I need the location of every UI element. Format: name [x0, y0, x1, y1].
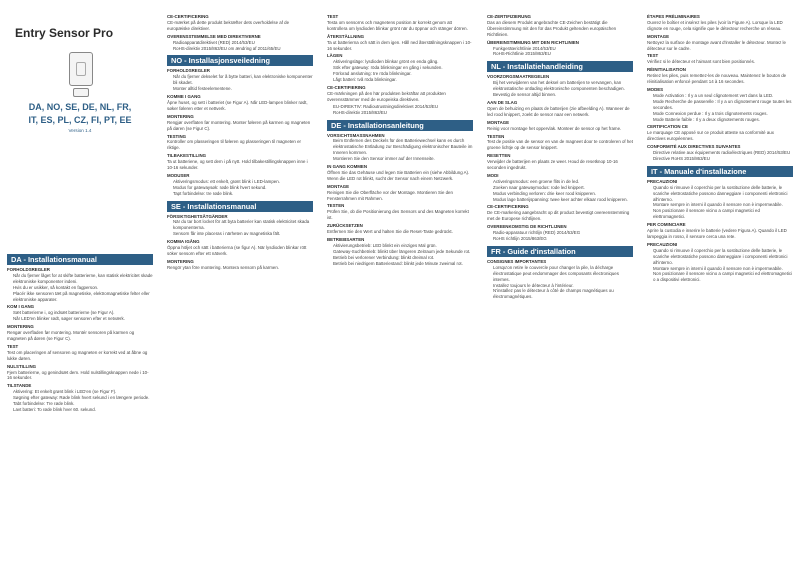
list-item: • Zoeken naar gatewaymodus: rode led knippert.: [493, 185, 633, 191]
paragraph: Reinig voor montage het oppervlak. Monteer de sensor op het frame.: [487, 125, 622, 131]
list-item: • Montieren Sie den Sensor immer auf der Innenseite.: [333, 156, 473, 162]
paragraph: Test om placeringen af sensoren og magneten er korrekt ved at åbne og lukke døren.: [7, 349, 148, 361]
paragraph: Fjern batterierne, og genindsæt dem. Hold nulstillingsknappen nede i 10-16 sekunder.: [7, 369, 149, 381]
subsection-title: MONTERING: [167, 258, 194, 264]
subsection-title: CONSIGNES IMPORTANTES: [487, 258, 547, 264]
subsection-title: KOMME I GANG: [167, 94, 201, 100]
list-item: • Quando si rimuove il coperchio per la sostituzione delle batterie, le scariche elettrostatiche possono danneggiare i componenti elettronici all'interno.: [653, 248, 793, 266]
magnet-illustration: [73, 88, 89, 97]
section-heading-da: DA - Installationsmanual: [7, 254, 153, 265]
subsection-title: CE-CERTIFICERING: [487, 204, 529, 210]
column-2: [167, 0, 313, 567]
paragraph: Vérifiez si le détecteur et l'aimant sont bien positionnés.: [647, 59, 755, 65]
section-heading-nl: NL - Installatiehandleiding: [487, 61, 633, 72]
paragraph: Rengör ytan före montering. Montera sensorn på karmen.: [167, 264, 280, 270]
list-item: • Non posizionare il sensore vicino a campi magnetici ed elettromagnetici.: [653, 208, 793, 220]
subsection-title: MONTAGE: [327, 183, 350, 189]
column-3: [327, 0, 473, 567]
list-item: • Activeringsmodus: een groene flits in de led.: [493, 179, 633, 185]
paragraph: Test de positie van de sensor en van de magneet door te controleren of het groene lichtje op de sensor knippert.: [487, 139, 633, 151]
subsection-title: TESTING: [167, 133, 187, 139]
list-item: • Mode Batterie faible : Il y a deux clignotements rouges.: [653, 117, 793, 123]
list-item: • RoHS-Richtlinie 2015/863/EU: [493, 51, 633, 57]
list-item: • När du tar bort locket för att byta batterier kan statisk elektricitet skada komponenterna.: [173, 219, 313, 231]
subsection-title: RÉINITIALISATION: [647, 67, 686, 73]
paragraph: CE-märkningen på den här produkten bekräftar att produkten överensstämmer med de europeiska direktiven.: [327, 90, 446, 102]
list-item: • Bevestig de sensor altijd binnen.: [493, 92, 633, 98]
list-item: • RoHS-direktiv 2015/863/EU: [333, 110, 473, 116]
list-item: • Montare sempre in interni il quando il sensore non è impermeabile.: [653, 266, 793, 272]
list-item: • Tapt forbindelse: tre røde blink.: [173, 191, 313, 197]
column-4: [487, 0, 633, 567]
paragraph: Åpne huset, og sett i batteriet (se Figur A). Når LED-lampen blinker rødt, søker føleren etter et nettverk.: [167, 99, 308, 111]
column-1: [7, 0, 153, 567]
subsection-title: MONTERING: [167, 113, 194, 119]
subsection-title: ÉTAPES PRÉLIMINAIRES: [647, 14, 700, 19]
subsection-title: TEST: [327, 14, 339, 19]
list-item: • Aktiveringsläge: lysdioden blinkar grönt en enda gång.: [333, 59, 473, 65]
list-item: • Aktiveringsmodus: ett enkelt, grønt blink i LED-lampen.: [173, 179, 313, 185]
subsection-title: VORSICHTSMASSNAHMEN: [327, 132, 385, 138]
list-item: • Radio-apparatuur richtlijn (RED) 2014/53/EG: [493, 230, 633, 236]
paragraph: Ta ut batteriene, og sett dem i på nytt. Hold tilbakestillingsknappen inne i 10-16 sekunder.: [167, 159, 308, 171]
subsection-title: TILSTANDE: [7, 383, 32, 389]
section-heading-se: SE - Installationsmanual: [167, 201, 313, 212]
list-item: • Installez toujours le détecteur à l'intérieur.: [493, 283, 633, 289]
subsection-title: RESETTEN: [487, 153, 511, 159]
list-item: • Aktivering: Et enkelt grønt blink i LED'en (se Figur F).: [13, 389, 153, 395]
list-item: • Modus lage batterijspanning: twee keer achter elkaar rood knipperen.: [493, 197, 633, 203]
list-item: • Bij het verwijderen van het deksel om batterijen te vervangen, kan elektrostatische ontlading elektronische componenten beschadigen.: [493, 80, 633, 92]
list-item: • Funkgeräterichtlinie 2014/53/EU: [493, 46, 633, 52]
list-item: • Lorsqu'on retire le couvercle pour changer la pile, la décharge électrostatique peut endommager des composants électroniques internes.: [493, 265, 633, 283]
subsection-title: FORHOLDSREGLER: [167, 68, 210, 74]
list-item: • Montare sempre in interni il quando il sensore non è impermeabile.: [653, 202, 793, 208]
paragraph: Verwijder de batterijen en plaats ze weer. Houd de resetknop 10-16 seconden ingedrukt.: [487, 159, 618, 171]
subsection-title: CONFORMITÉ AUX DIRECTIVES SUIVANTES: [647, 144, 741, 150]
paragraph: Le marquage CE apposé sur ce produit atteste sa conformité aux directives européennes.: [647, 130, 774, 142]
list-item: • Sæt batterierne i, og indsæt batterierne (se Figur A).: [13, 310, 153, 316]
subsection-title: PER COMINCIARE: [647, 222, 686, 228]
paragraph: Nettoyez la surface de montage avant d'installer le détecteur. Montez le détecteur sur le cadre.: [647, 39, 786, 51]
list-item: • Når du fjerner dekselet for å bytte batteri, kan elektroniske komponenter bli skadet.: [173, 74, 313, 86]
subsection-title: CE-ZERTIFIZIERUNG: [487, 14, 531, 19]
paragraph: Kontroller om plasseringen til føleren og plasseringen til magneten er riktige.: [167, 139, 301, 151]
subsection-title: MODUSER: [167, 172, 190, 178]
sensor-illustration: [69, 52, 93, 86]
paragraph: Öffnen Sie das Gehäuse und legen Sie Batterien ein (siehe Abbildung A). Wenn die LED rot blinkt, sucht der Sensor nach einem Netzwerk.: [327, 169, 470, 181]
subsection-title: MONTAGE: [487, 119, 510, 125]
paragraph: Testa om sensorns och magnetens position är korrekt genom att kontrollera om lysdioden blinkar grönt när du öppnar och stänger dörren.: [327, 19, 468, 31]
subsection-title: LÄGEN: [327, 53, 343, 59]
section-heading-de: DE - Installationsanleitung: [327, 120, 473, 131]
subsection-title: TEST: [7, 343, 19, 349]
subsection-title: MONTERING: [7, 324, 34, 330]
list-item: • Beim Entfernen des Deckels für den Batteriewechsel kann es durch elektrostatische Entladung zur Beschädigung elektronischer Bauteile im Inneren kommen.: [333, 138, 473, 156]
list-item: • Betrieb bei niedrigem Batteriestand: blinkt jede Minute zweimal rot.: [333, 261, 473, 267]
paragraph: Ta ut batterierna och sätt in dem igen. Håll ned återställningsknappen i 10-16 sekunder.: [327, 39, 472, 51]
list-item: • Modus for gatewaysøk: røde blink hvert sekund.: [173, 185, 313, 191]
subsection-title: TESTEN: [327, 203, 345, 209]
paragraph: Das an diesem Produkt angebrachte CE-Zeichen bestätigt die Übereinstimmung mit den für das Produkt geltenden europäischen Richtlinien.: [487, 19, 617, 37]
paragraph: Retirez les piles, puis remettez-les de nouveau. Maintenez le bouton de réinitialisation enfoncé pendant 14 à 16 secondes.: [647, 73, 787, 85]
list-item: • EU-DIREKTIV: Radioutrustningsdirektivet 2014/53/EU: [333, 104, 473, 110]
version-label: Version 1.4: [68, 128, 92, 133]
list-item: • Hvis du er usikker, så kontakt en fagperson.: [13, 285, 153, 291]
list-item: • RoHS richtlijn 2015/863/EG: [493, 236, 633, 242]
subsection-title: PRECAUZIONI: [647, 241, 678, 247]
subsection-title: CE-CERTIFIERING: [327, 84, 366, 90]
subsection-title: BETRIEBSARTEN: [327, 237, 365, 242]
list-item: • Lavt batteri: To røde blink hver 60. sekund.: [13, 407, 153, 413]
list-item: • Tabt forbindelse: Tre røde blink.: [13, 401, 153, 407]
paragraph: Aprire la custodia e inserire le batterie (vedere Figura A). Quando il LED lampeggia in rosso, il sensore cerca una rete.: [647, 228, 787, 239]
subsection-title: MODES: [647, 86, 664, 92]
list-item: • Placér ikke sensoren tæt på magnetiske, elektromagnetiske felter eller elektroniske apparater.: [13, 291, 153, 303]
section-heading-no: NO - Installasjonsveiledning: [167, 55, 313, 66]
paragraph: Entfernen Sie den Wert und halten Sie die Reset-Taste gedrückt.: [327, 229, 453, 235]
language-list: DA, NO, SE, DE, NL, FR, IT, ES, PL, CZ, FI, PT, EE: [28, 102, 132, 125]
paragraph: Open de behuizing en plaats de batterijen (zie afbeelding A). Wanneer de led rood knippert, zoekt de sensor naar een netwerk.: [487, 105, 630, 117]
list-item: • Betrieb bei verlorener Verbindung: blinkt dreimal rot.: [333, 255, 473, 261]
list-item: • Directive RoHS 2015/863/EU: [653, 156, 793, 162]
subsection-title: TEST: [647, 53, 659, 59]
column-5: [647, 0, 793, 567]
subsection-title: FORHOLDSREGLER: [7, 267, 50, 272]
list-item: • Aktivierungsbetrieb: LED blinkt ein einziges Mal grün.: [333, 243, 473, 249]
section-heading-it: IT - Manuale d'installazione: [647, 166, 793, 177]
list-item: • Lågt batteri: två röda blinkningar.: [333, 77, 473, 83]
subsection-title: ZURÜCKSETZEN: [327, 223, 363, 229]
subsection-title: VOORZORGSMAATREGELEN: [487, 74, 550, 80]
subsection-title: MODI: [487, 172, 499, 178]
paragraph: CE-mærket på dette produkt bekræfter dets overholdelse af de europæiske direktiver.: [167, 19, 290, 31]
list-item: • Radioapparatdirektivet (RED) 2014/53/EU: [173, 40, 313, 46]
paragraph: Rengør overfladen før montering. Montér sensoren på karmen og magneten på døren (se Figur C).: [7, 330, 135, 341]
subsection-title: PRECAUZIONI: [647, 178, 678, 184]
list-item: • Mode Activation : Il y a un seul clignotement vert dans la LED.: [653, 93, 793, 99]
subsection-title: CE-CERTIFICERING: [167, 14, 209, 19]
subsection-title: OVERENSSTEMMELSE MED DIREKTIVERNE: [167, 33, 261, 39]
paragraph: Prüfen Sie, ob die Positionierung des Sensors und des Magneten korrekt ist.: [327, 209, 469, 221]
subsection-title: TESTEN: [487, 133, 505, 139]
list-item: • Mode Recherche de passerelle : Il y a un clignotement rouge toutes les secondes.: [653, 99, 793, 111]
paragraph: Öppna höljet och sätt i batterierna (se figur A). När lysdioden blinkar rött söker sensorn efter ett nätverk.: [167, 245, 307, 256]
subsection-title: KOM I GANG: [7, 304, 35, 310]
cover: [7, 0, 153, 250]
subsection-title: TILBAKESTILLING: [167, 153, 207, 159]
subsection-title: IN GANG KOMMEN: [327, 164, 368, 170]
list-item: • Søgning efter gateway: Røde blink hvert sekund i en længere periode.: [13, 395, 153, 401]
paragraph: Rengjør overflaten før montering. Monter føleren på karmen og magneten på døren (se Figur C).: [167, 119, 311, 131]
paragraph: Ouvrez le boîtier et insérez les piles (voir la Figure A). Lorsque la LED clignote en rouge, cela signifie que le détecteur recherche un réseau.: [647, 19, 783, 31]
list-item: • Når du fjerner låget for at skifte batterierne, kan statisk elektricitet skade elektroniske komponenter indeni.: [13, 273, 153, 285]
sections-da: [7, 267, 153, 413]
list-item: • Sensorn får inte placeras i närheten av magnetiska fält.: [173, 231, 313, 237]
list-item: • RoHS-direktiv 2015/863/EU om ændring af 2011/65/EU: [173, 46, 313, 52]
list-item: • Modus verbinding verloren: drie keer rood knipperen.: [493, 191, 633, 197]
product-title: Entry Sensor Pro: [15, 26, 114, 40]
list-item: • Monter alltid festeelementene.: [173, 86, 313, 92]
subsection-title: ÜBEREINSTIMMUNG MIT DEN RICHTLINIEN: [487, 39, 579, 45]
list-item: • Non posizionare il sensore vicino a campi magnetici ed elettromagnetici o a dispositivi elettronici.: [653, 271, 793, 283]
subsection-title: AAN DE SLAG: [487, 99, 518, 105]
list-item: • Når LED'en blinker rødt, søger sensoren efter et netværk.: [13, 316, 153, 322]
subsection-title: MONTAGE: [647, 33, 670, 39]
subsection-title: FÖRSIKTIGHETSÅTGÄRDER: [167, 213, 228, 219]
subsection-title: OVEREENKOMSTIG DE RICHTLIJNEN: [487, 224, 567, 230]
list-item: • Förlorad anslutning: tre röda blinkningar.: [333, 71, 473, 77]
list-item: • Directive relative aux équipements radioélectriques (RED) 2014/53/EU: [653, 150, 793, 156]
subsection-title: CERTIFICATION CE: [647, 124, 688, 130]
list-item: • Sök efter gateway: röda blinkningar en gång i sekunden.: [333, 65, 473, 71]
list-item: • Gateway-Suchbetrieb: blinkt über längeren Zeitraum jede Sekunde rot.: [333, 249, 473, 255]
subsection-title: KOMMA IGÅNG: [167, 239, 200, 245]
subsection-title: ÅTERSTÄLLNING: [327, 33, 365, 39]
list-item: • Quando si rimuove il coperchio per la sostituzione delle batterie, le scariche elettrostatiche possono danneggiare i componenti elettronici all'interno.: [653, 185, 793, 203]
paragraph: De CE-markering aangebracht op dit product bevestigt overeenstemming met de Europese richtlijnen.: [487, 210, 630, 222]
list-item: • Mode Connexion perdue : Il y a trois clignotements rouges.: [653, 111, 793, 117]
paragraph: Reinigen Sie die Oberfläche vor der Montage. Montieren Sie den Fensterrahmen mit Rahmen.: [327, 189, 453, 201]
subsection-title: NULSTILLING: [7, 363, 37, 369]
section-heading-fr: FR - Guide d'installation: [487, 246, 633, 257]
list-item: • N'installez pas le détecteur à côté de champs magnétiques ou électromagnétiques.: [493, 288, 633, 300]
